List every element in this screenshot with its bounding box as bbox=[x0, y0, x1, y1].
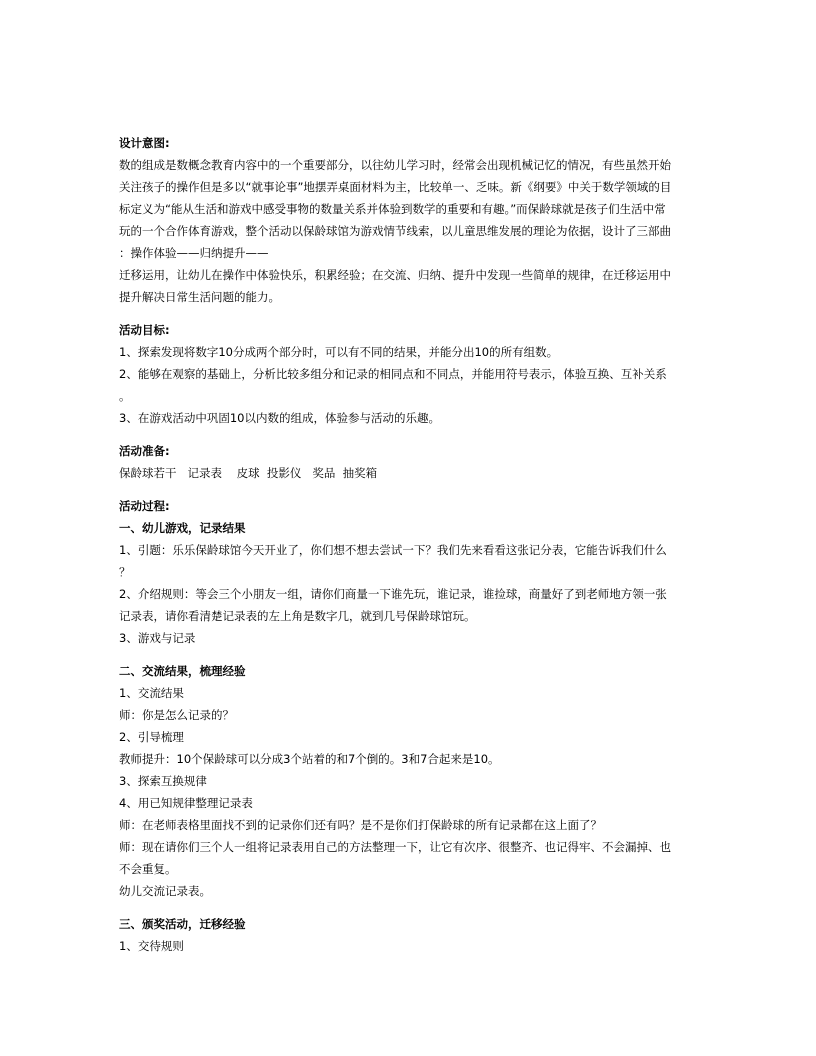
paragraph-line: 师：在老师表格里面找不到的记录你们还有吗？是不是你们打保龄球的所有记录都在这上面了？ bbox=[119, 818, 602, 832]
paragraph-line: ？ bbox=[119, 565, 131, 579]
subsection-heading-part3: 三、颁奖活动，迁移经验 bbox=[119, 917, 246, 931]
paragraph-line: 。 bbox=[119, 389, 131, 403]
paragraph-line: 师：现在请你们三个人一组将记录表用自己的方法整理一下，让它有次序、很整齐、也记得牢、不会漏掉、也 bbox=[119, 840, 671, 854]
section-heading-design-intent: 设计意图: bbox=[119, 136, 170, 150]
section-heading-goals: 活动目标: bbox=[119, 323, 170, 337]
paragraph-line: 3、探索互换规律 bbox=[119, 774, 207, 788]
paragraph-line: 幼儿交流记录表。 bbox=[119, 884, 211, 898]
paragraph-line: 3、游戏与记录 bbox=[119, 631, 196, 645]
section-heading-preparation: 活动准备: bbox=[119, 444, 170, 458]
paragraph-line: 玩的一个合作体育游戏，整个活动以保龄球馆为游戏情节线索，以儿童思维发展的理论为依据，设计了三部曲 bbox=[119, 224, 671, 238]
paragraph-line: 1、交待规则 bbox=[119, 939, 184, 953]
paragraph-line: 标定义为“能从生活和游戏中感受事物的数量关系并体验到数学的重要和有趣。”而保龄球就是孩子们生活中常 bbox=[119, 202, 666, 216]
paragraph-line: 1、引题：乐乐保龄球馆今天开业了，你们想不想去尝试一下？我们先来看看这张记分表，它能告诉我们什么 bbox=[119, 543, 667, 557]
paragraph-line: 2、引导梳理 bbox=[119, 730, 184, 744]
paragraph-line: 4、用已知规律整理记录表 bbox=[119, 796, 253, 810]
paragraph-line: 保龄球若干 记录表 皮球 投影仪 奖品 抽奖箱 bbox=[119, 466, 378, 480]
paragraph-line: 1、交流结果 bbox=[119, 686, 184, 700]
paragraph-line: 教师提升：10个保龄球可以分成3个站着的和7个倒的。3和7合起来是10。 bbox=[119, 752, 500, 766]
paragraph-line: 数的组成是数概念教育内容中的一个重要部分，以往幼儿学习时，经常会出现机械记忆的情况，有些虽然开始 bbox=[119, 158, 671, 172]
paragraph-line: 2、介绍规则：等会三个小朋友一组，请你们商量一下谁先玩，谁记录，谁捡球，商量好了到老师地方领一张 bbox=[119, 587, 667, 601]
subsection-heading-part1: 一、幼儿游戏，记录结果 bbox=[119, 521, 246, 535]
paragraph-line: 迁移运用，让幼儿在操作中体验快乐，积累经验；在交流、归纳、提升中发现一些简单的规律，在迁移运用中 bbox=[119, 268, 671, 282]
paragraph-line: 关注孩子的操作但是多以“就事论事”地摆弄桌面材料为主，比较单一、乏味。新《纲要》中关于数学领域的目 bbox=[119, 180, 672, 194]
paragraph-line: 2、能够在观察的基础上，分析比较多组分和记录的相同点和不同点，并能用符号表示，体验互换、互补关系 bbox=[119, 367, 667, 381]
section-heading-process: 活动过程: bbox=[119, 499, 170, 513]
document-body bbox=[119, 132, 699, 957]
paragraph-line: 师：你是怎么记录的？ bbox=[119, 708, 234, 722]
paragraph-line: 不会重复。 bbox=[119, 862, 177, 876]
paragraph-line: 1、探索发现将数字10分成两个部分时，可以有不同的结果，并能分出10的所有组数。 bbox=[119, 345, 559, 359]
subsection-heading-part2: 二、交流结果，梳理经验 bbox=[119, 664, 246, 678]
paragraph-line: 3、在游戏活动中巩固10以内数的组成，体验参与活动的乐趣。 bbox=[119, 411, 440, 425]
paragraph-line: 提升解决日常生活问题的能力。 bbox=[119, 290, 280, 304]
paragraph-line: 记录表，请你看清楚记录表的左上角是数字几，就到几号保龄球馆玩。 bbox=[119, 609, 476, 623]
paragraph-line: ：操作体验——归纳提升—— bbox=[119, 246, 269, 260]
